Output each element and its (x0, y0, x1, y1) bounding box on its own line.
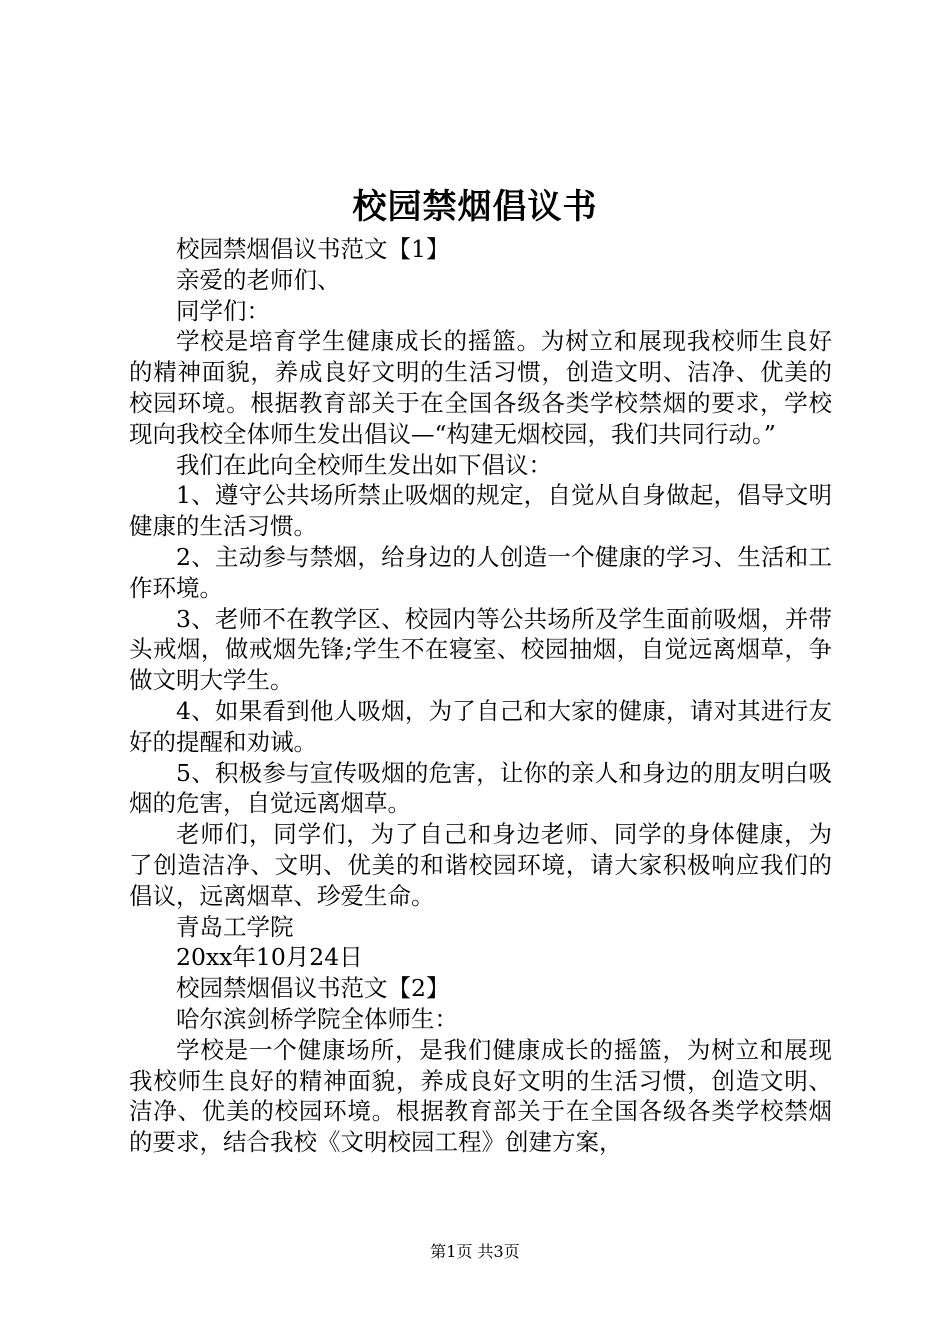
paragraph-signature: 青岛工学院 (176, 912, 294, 941)
document-body (129, 234, 832, 1158)
paragraph-item-2: 2、主动参与禁烟，给身边的人创造一个健康的学习、生活和工作环境。 (129, 542, 832, 602)
paragraph-sample-1-heading: 校园禁烟倡议书范文【1】 (176, 235, 450, 263)
paragraph-date: 20xx年10月24日 (176, 943, 363, 972)
paragraph-salutation-2: 哈尔滨剑桥学院全体师生： (176, 1004, 458, 1033)
paragraph-salutation-students: 同学们： (176, 296, 270, 325)
paragraph-proposal-lead: 我们在此向全校师生发出如下倡议： (176, 450, 552, 479)
page-indicator: 第1页 共3页 (430, 1242, 520, 1261)
document-title: 校园禁烟倡议书 (352, 187, 598, 227)
paragraph-closing: 老师们，同学们，为了自己和身边老师、同学的身体健康，为了创造洁净、文明、优美的和谐校园环境，请大家积极响应我们的倡议，远离烟草、珍爱生命。 (129, 820, 832, 910)
paragraph-item-5: 5、积极参与宣传吸烟的危害，让你的亲人和身边的朋友明白吸烟的危害，自觉远离烟草。 (129, 758, 832, 818)
paragraph-item-3: 3、老师不在教学区、校园内等公共场所及学生面前吸烟，并带头戒烟，做戒烟先锋;学生不在寝室、校园抽烟，自觉远离烟草，争做文明大学生。 (129, 604, 832, 695)
paragraph-salutation-teachers: 亲爱的老师们、 (176, 265, 341, 294)
paragraph-intro: 学校是培育学生健康成长的摇篮。为树立和展现我校师生良好的精神面貌，养成良好文明的生活习惯，创造文明、洁净、优美的校园环境。根据教育部关于在全国各级各类学校禁烟的要求，学校现向我校全体师生发出倡议—“构建无烟校园，我们共同行动。” (129, 327, 832, 448)
paragraph-intro-2: 学校是一个健康场所，是我们健康成长的摇篮，为树立和展现我校师生良好的精神面貌，养成良好文明的生活习惯，创造文明、洁净、优美的校园环境。根据教育部关于在全国各级各类学校禁烟的要求，结合我校《文明校园工程》创建方案， (129, 1035, 832, 1157)
paragraph-item-4: 4、如果看到他人吸烟，为了自己和大家的健康，请对其进行友好的提醒和劝诫。 (129, 696, 832, 756)
paragraph-sample-2-heading: 校园禁烟倡议书范文【2】 (176, 974, 450, 1003)
paragraph-item-1: 1、遵守公共场所禁止吸烟的规定，自觉从自身做起，倡导文明健康的生活习惯。 (129, 481, 832, 541)
